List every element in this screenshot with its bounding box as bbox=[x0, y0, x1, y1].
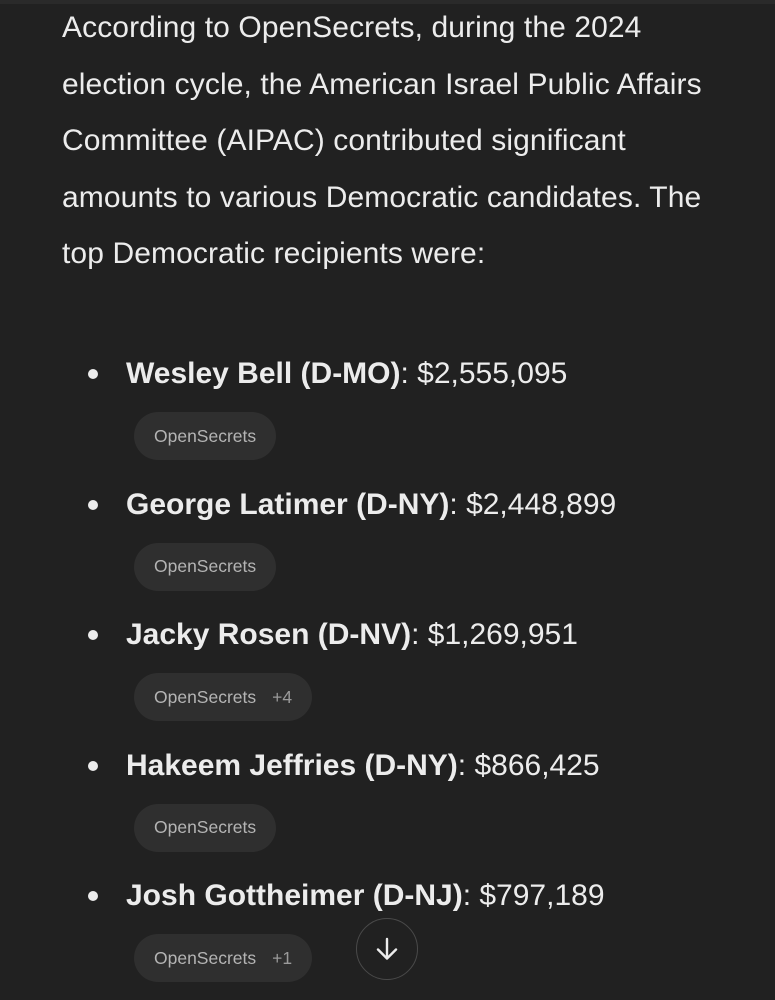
scroll-to-bottom-button[interactable] bbox=[356, 918, 418, 980]
recipient-amount: $797,189 bbox=[479, 879, 605, 912]
recipient-separator: : bbox=[457, 748, 475, 782]
recipient-name: George Latimer (D-NY) bbox=[126, 487, 450, 521]
source-chip[interactable] bbox=[134, 673, 312, 721]
bullet-icon bbox=[88, 630, 98, 640]
list-item bbox=[0, 607, 775, 738]
recipient-line bbox=[126, 356, 567, 392]
source-label: OpenSecrets bbox=[154, 947, 257, 968]
recipient-separator: : bbox=[462, 879, 480, 912]
source-label: OpenSecrets bbox=[154, 817, 257, 837]
bullet-icon bbox=[88, 369, 98, 379]
recipient-amount: $2,555,095 bbox=[417, 357, 568, 390]
source-label: OpenSecrets bbox=[154, 556, 257, 576]
source-label: OpenSecrets bbox=[154, 425, 257, 446]
bullet-icon bbox=[88, 500, 98, 510]
bullet-icon bbox=[88, 761, 98, 771]
recipient-line bbox=[126, 487, 616, 523]
source-chip[interactable] bbox=[134, 934, 312, 982]
recipient-amount: $866,425 bbox=[474, 748, 600, 782]
recipient-amount: $2,448,899 bbox=[466, 487, 617, 521]
recipient-name: Josh Gottheimer (D-NJ) bbox=[126, 879, 463, 912]
more-sources-count: +4 bbox=[272, 686, 293, 707]
recipient-separator: : bbox=[449, 487, 467, 521]
recipient-name: Jacky Rosen (D-NV) bbox=[126, 618, 412, 651]
bullet-icon bbox=[88, 891, 98, 901]
recipient-separator: : bbox=[400, 357, 418, 390]
source-chip[interactable] bbox=[134, 804, 276, 852]
recipient-name: Hakeem Jeffries (D-NY) bbox=[126, 748, 458, 782]
source-chip[interactable] bbox=[134, 543, 276, 591]
recipient-line bbox=[126, 617, 578, 653]
recipient-name: Wesley Bell (D-MO) bbox=[126, 357, 401, 390]
arrow-down-icon bbox=[373, 935, 401, 963]
source-chip[interactable] bbox=[134, 412, 276, 460]
list-item bbox=[0, 738, 775, 869]
recipient-line bbox=[126, 748, 600, 784]
more-sources-count: +1 bbox=[272, 947, 293, 968]
list-item bbox=[0, 346, 775, 477]
recipient-line bbox=[126, 878, 605, 914]
list-item bbox=[0, 477, 775, 608]
recipient-amount: $1,269,951 bbox=[427, 618, 578, 651]
recipient-separator: : bbox=[411, 618, 428, 651]
recipient-list bbox=[0, 346, 775, 999]
source-label: OpenSecrets bbox=[154, 686, 257, 707]
intro-paragraph: According to OpenSecrets, during the 2024 election cycle, the American Israel Public Affairs Committee (AIPAC) contributed significant amounts to various Democratic candidates. The top Democratic recipients were: bbox=[62, 11, 702, 270]
